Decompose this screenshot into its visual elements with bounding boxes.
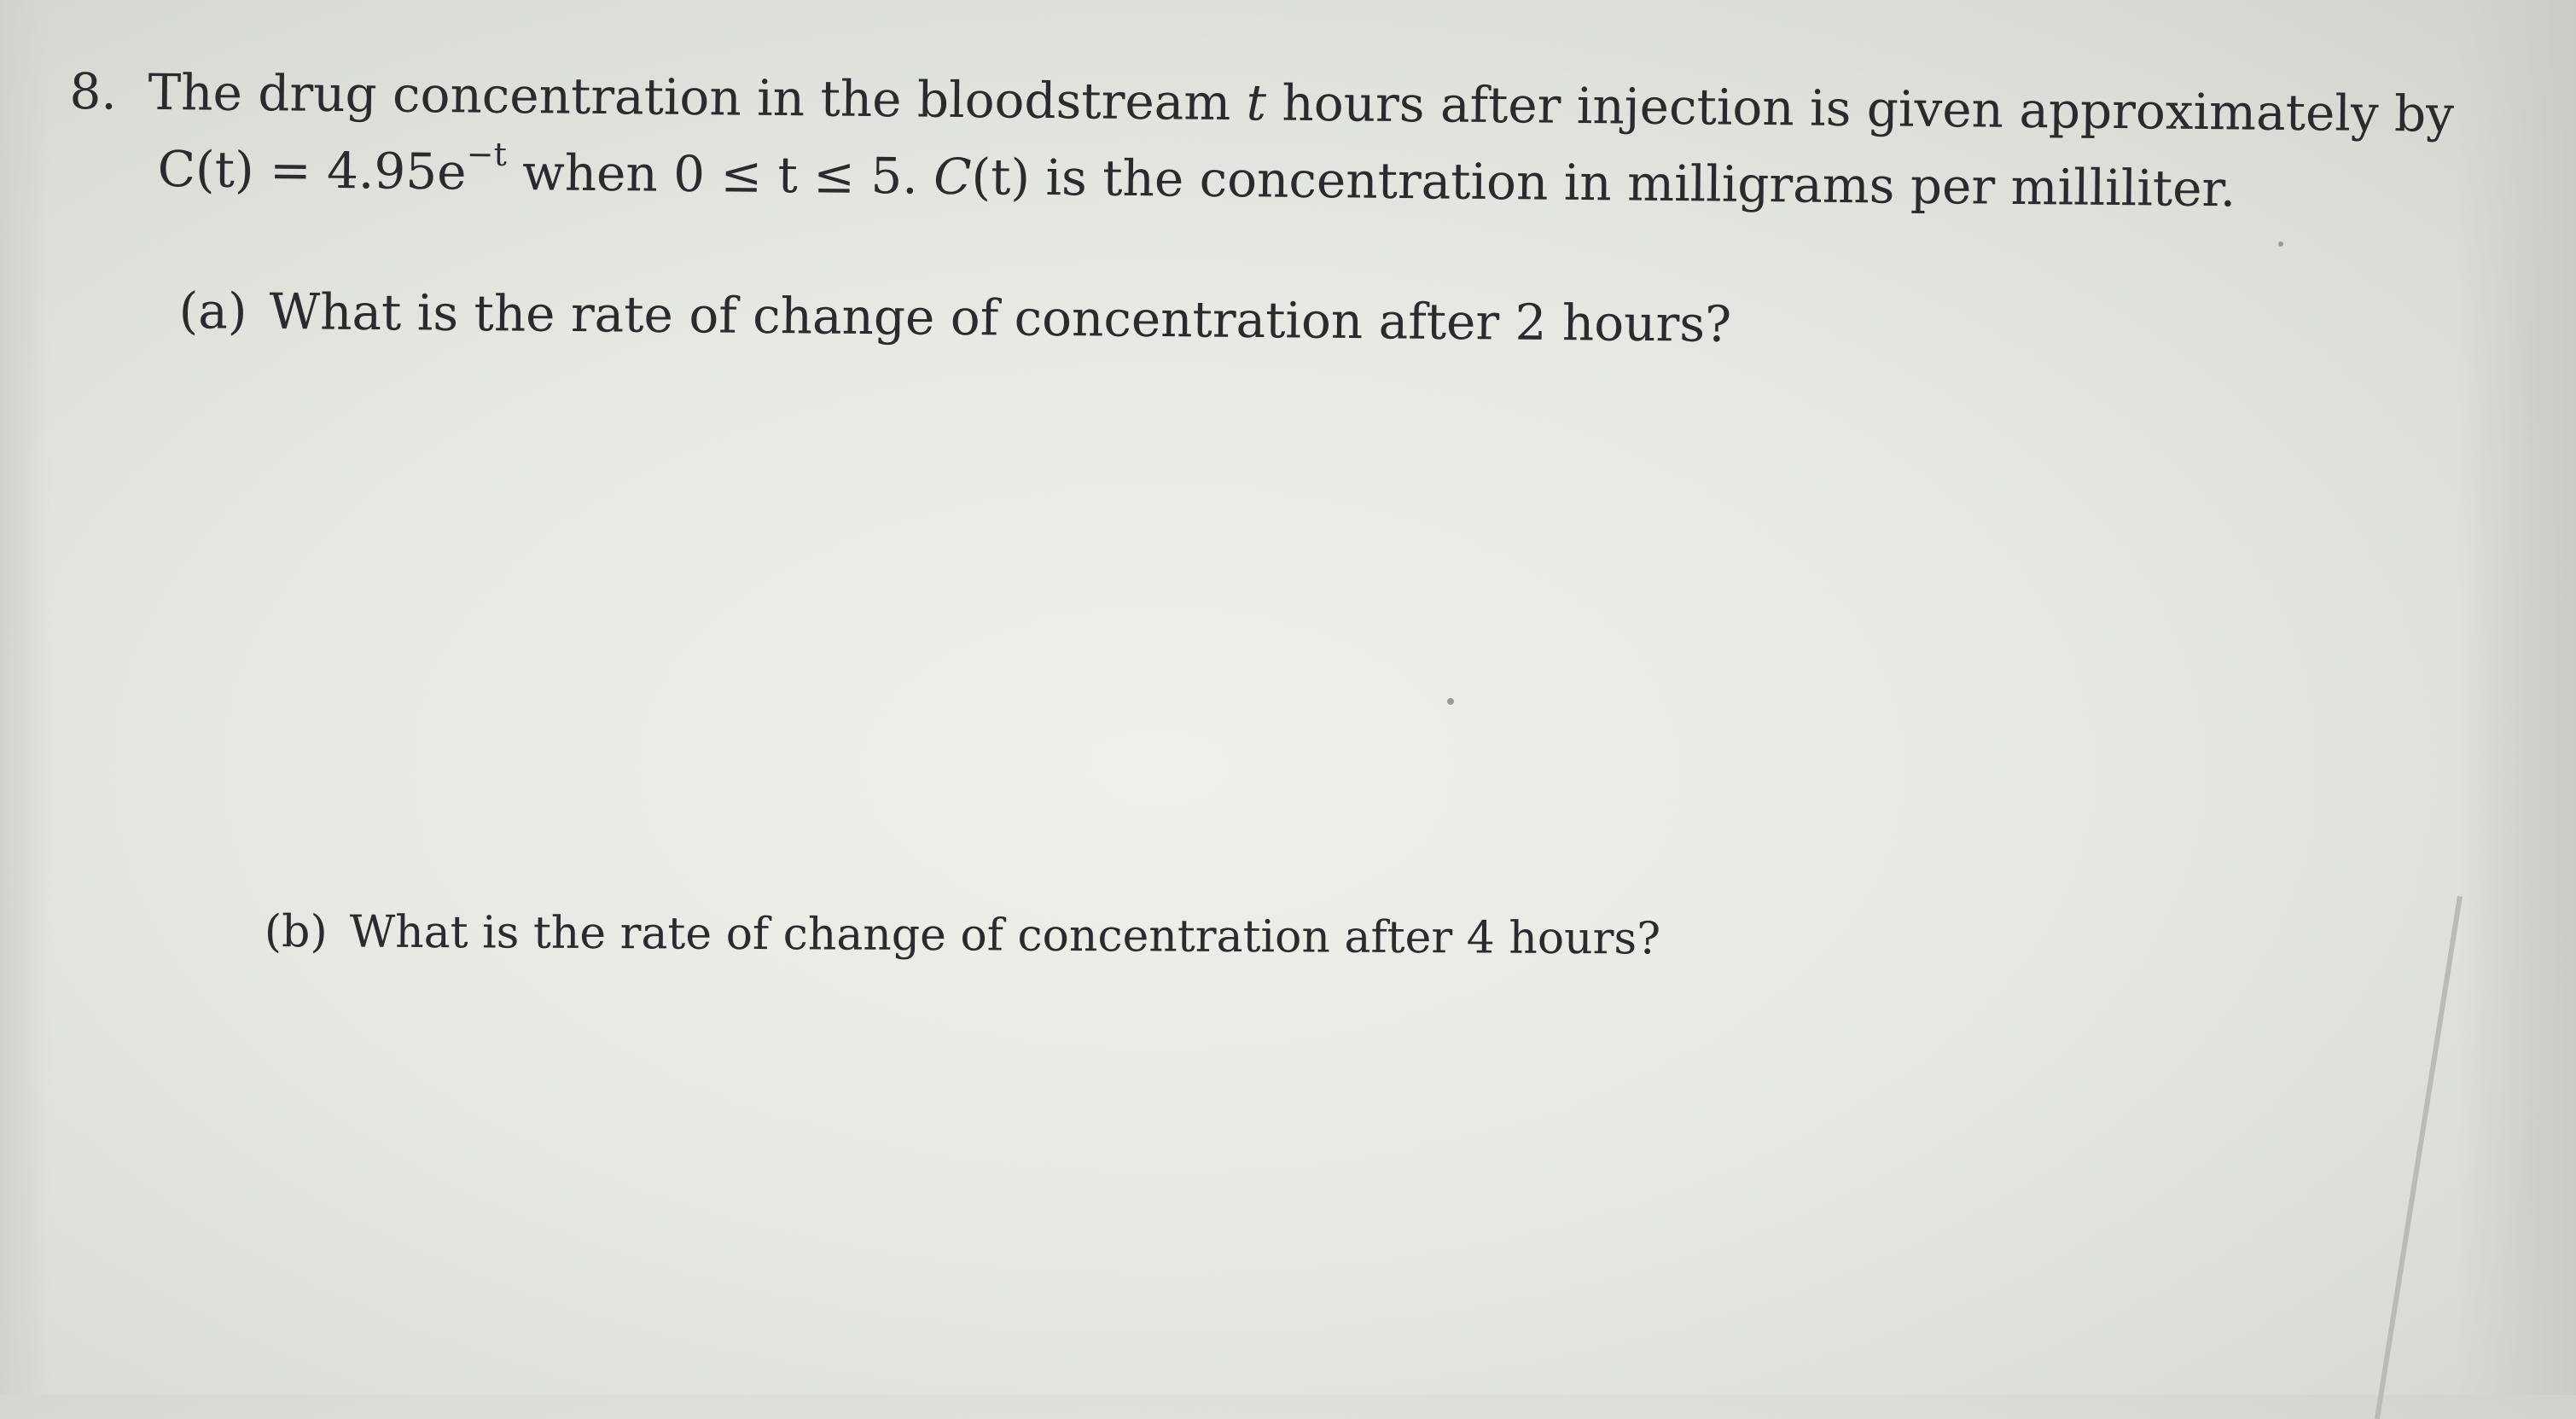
paper-speck: [2278, 241, 2283, 247]
formula-lhs: C(t) = 4.95e: [157, 139, 467, 201]
formula-domain: when 0 ≤ t ≤ 5.: [521, 143, 919, 206]
problem-text-continued: hours after injection is given approximately by: [1282, 73, 2455, 143]
function-c-arg: (t): [971, 148, 1031, 206]
problem-units-text: is the concentration in milligrams per milliliter.: [1045, 148, 2236, 218]
part-a-question: What is the rate of change of concentration after 2 hours?: [269, 282, 1732, 353]
problem-number: 8.: [69, 61, 118, 121]
part-b-question: What is the rate of change of concentration after 4 hours?: [349, 906, 1661, 965]
function-c: C: [933, 147, 972, 206]
page-shadow-left: [0, 0, 51, 1395]
part-b-label: (b): [264, 906, 328, 958]
formula-exponent: −t: [466, 135, 508, 173]
question-part-a: [178, 282, 1731, 353]
variable-t: t: [1246, 73, 1267, 132]
problem-statement: [68, 53, 2510, 230]
paper-speck: [1447, 698, 1454, 705]
paper-edge: [2375, 896, 2463, 1419]
part-a-label: (a): [178, 282, 247, 340]
question-part-b: [265, 906, 1661, 965]
problem-text-start: The drug concentration in the bloodstream: [148, 62, 1231, 132]
